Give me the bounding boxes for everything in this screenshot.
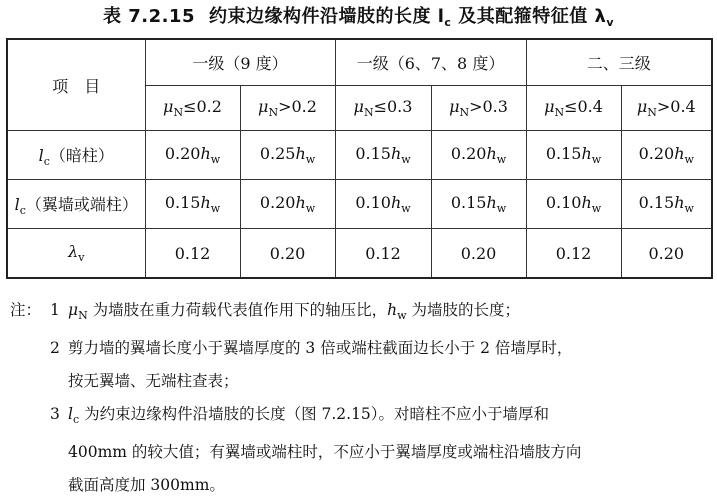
note-symbol: l xyxy=(68,405,73,423)
table-cell xyxy=(240,229,335,279)
table-cell xyxy=(145,131,240,180)
condition-operator: >0.4 xyxy=(656,97,696,116)
mu-subscript: N xyxy=(363,106,374,119)
cell-unit: h xyxy=(674,144,685,163)
cell-value: 0.20 xyxy=(259,193,296,212)
cell-unit: h xyxy=(674,193,685,212)
mu-subscript: N xyxy=(554,106,565,119)
cell-value: 0.20 xyxy=(648,243,685,263)
row-label-symbol: l xyxy=(14,194,20,214)
mu-subscript: N xyxy=(459,106,470,119)
cell-unit-sub: w xyxy=(210,153,221,166)
mu-subscript: N xyxy=(268,106,279,119)
table-cell xyxy=(526,131,621,180)
table-cell xyxy=(431,229,526,279)
cell-value: 0.20 xyxy=(460,243,497,263)
table-cell xyxy=(335,131,431,180)
condition-header xyxy=(621,86,712,131)
cell-unit: h xyxy=(200,193,211,212)
notes-section xyxy=(10,294,710,502)
note-text: 截面高度加 300mm。 xyxy=(68,476,225,494)
cell-unit-sub: w xyxy=(496,153,507,166)
cell-unit: h xyxy=(390,193,402,212)
cell-unit-sub: w xyxy=(496,202,507,215)
condition-operator: ≤0.3 xyxy=(373,97,413,116)
title-text: 约束边缘构件沿墙肢的长度 l xyxy=(208,6,445,27)
note-text: 为墙肢的长度； xyxy=(406,301,520,319)
cell-unit: h xyxy=(581,193,592,212)
cell-value: 0.20 xyxy=(269,243,306,263)
table-cell xyxy=(240,180,335,229)
condition-operator: ≤0.2 xyxy=(183,97,222,116)
cell-unit-sub: w xyxy=(305,153,316,166)
row-label-text: （暗柱） xyxy=(49,145,114,165)
cell-value: 0.12 xyxy=(555,243,592,263)
cell-value: 0.12 xyxy=(174,243,211,263)
cell-value: 0.10 xyxy=(355,193,391,212)
cell-value: 0.15 xyxy=(164,193,201,212)
cell-unit-sub: w xyxy=(210,202,221,215)
mu-symbol: μ xyxy=(353,97,364,116)
table-cell xyxy=(431,180,526,229)
note-item xyxy=(10,398,710,502)
note-text: 为墙肢在重力荷载代表值作用下的轴压比， xyxy=(87,301,388,319)
table-body xyxy=(7,131,712,279)
condition-operator: >0.3 xyxy=(469,97,508,116)
cell-value: 0.20 xyxy=(638,144,675,163)
cell-unit-sub: w xyxy=(591,153,602,166)
note-symbol-sub: w xyxy=(397,309,407,322)
group-header: 一级（9 度） xyxy=(145,39,335,86)
title-subscript: c xyxy=(444,16,452,29)
table-cell xyxy=(621,131,712,180)
row-label-symbol: λ xyxy=(68,242,79,261)
cell-unit-sub: w xyxy=(591,202,602,215)
note-symbol-sub: N xyxy=(78,309,88,322)
cell-value: 0.15 xyxy=(355,144,391,163)
group-header: 一级（6、7、8 度） xyxy=(335,39,526,86)
cell-unit: h xyxy=(486,193,497,212)
cell-unit-sub: w xyxy=(401,202,411,215)
row-label-text: （翼墙或端柱） xyxy=(25,194,138,214)
table-cell xyxy=(431,131,526,180)
cell-unit: h xyxy=(295,144,306,163)
note-number: 2 xyxy=(50,339,60,357)
cell-unit: h xyxy=(200,144,211,163)
cell-unit-sub: w xyxy=(684,202,694,215)
condition-operator: ≤0.4 xyxy=(564,97,603,116)
condition-header xyxy=(431,86,526,131)
mu-symbol: μ xyxy=(449,97,460,116)
row-label-symbol: l xyxy=(38,145,44,165)
table-number: 表 7.2.15 xyxy=(102,6,195,27)
table-cell xyxy=(526,229,621,279)
condition-header xyxy=(145,86,240,131)
table-cell xyxy=(621,180,712,229)
table-cell xyxy=(145,229,240,279)
cell-value: 0.15 xyxy=(545,144,582,163)
row-label-subscript: c xyxy=(43,154,50,168)
cell-unit: h xyxy=(390,144,402,163)
table-cell xyxy=(335,180,431,229)
row-label-subscript: v xyxy=(78,251,85,264)
condition-header xyxy=(335,86,431,131)
cell-unit-sub: w xyxy=(401,153,411,166)
note-text: 为约束边缘构件沿墙肢的长度（图 7.2.15）。对暗柱不应小于墙厚和 xyxy=(79,405,550,423)
cell-unit: h xyxy=(581,144,592,163)
cell-value: 0.12 xyxy=(365,243,401,263)
row-label-subscript: c xyxy=(19,203,26,217)
row-label xyxy=(7,180,145,229)
item-header: 项 目 xyxy=(7,39,145,131)
spec-table xyxy=(6,38,713,279)
title-text-2: 及其配箍特征值 λ xyxy=(451,6,607,27)
group-header: 二、三级 xyxy=(526,39,712,86)
table-cell xyxy=(335,229,431,279)
cell-value: 0.15 xyxy=(638,193,675,212)
cell-value: 0.25 xyxy=(259,144,296,163)
notes-label: 注： xyxy=(10,301,42,319)
row-label xyxy=(7,229,145,279)
group-header-row xyxy=(7,39,712,86)
note-text: 按无翼墙、无端柱查表； xyxy=(68,372,239,390)
cell-unit: h xyxy=(486,144,497,163)
table-title xyxy=(0,2,717,29)
mu-symbol: μ xyxy=(258,97,269,116)
note-item xyxy=(10,332,710,398)
note-number: 1 xyxy=(50,301,60,319)
cell-unit-sub: w xyxy=(684,153,694,166)
table-cell xyxy=(145,180,240,229)
table-cell xyxy=(621,229,712,279)
note-item xyxy=(10,294,710,332)
table-row xyxy=(7,180,712,229)
table-cell xyxy=(526,180,621,229)
condition-header xyxy=(240,86,335,131)
table-row xyxy=(7,131,712,180)
cell-value: 0.20 xyxy=(164,144,201,163)
row-label xyxy=(7,131,145,180)
note-symbol: μ xyxy=(68,301,79,319)
table-cell xyxy=(240,131,335,180)
cell-value: 0.20 xyxy=(450,144,487,163)
note-text: 剪力墙的翼墙长度小于翼墙厚度的 3 倍或端柱截面边长小于 2 倍墙厚时， xyxy=(68,339,573,357)
cell-value: 0.15 xyxy=(450,193,487,212)
cell-unit: h xyxy=(295,193,306,212)
note-text: 400mm 的较大值；有翼墙或端柱时，不应小于翼墙厚度或端柱沿墙肢方向 xyxy=(68,443,582,461)
cell-unit-sub: w xyxy=(305,202,316,215)
title-subscript-2: v xyxy=(606,16,615,29)
cell-value: 0.10 xyxy=(545,193,582,212)
note-symbol-sub: c xyxy=(72,413,80,426)
mu-symbol: μ xyxy=(544,97,555,116)
mu-subscript: N xyxy=(173,106,184,119)
mu-symbol: μ xyxy=(163,97,174,116)
note-symbol: h xyxy=(387,301,398,319)
condition-operator: >0.2 xyxy=(278,97,317,116)
condition-header xyxy=(526,86,621,131)
table-row xyxy=(7,229,712,279)
mu-symbol: μ xyxy=(636,97,648,116)
mu-subscript: N xyxy=(647,106,657,119)
note-number: 3 xyxy=(50,405,60,423)
